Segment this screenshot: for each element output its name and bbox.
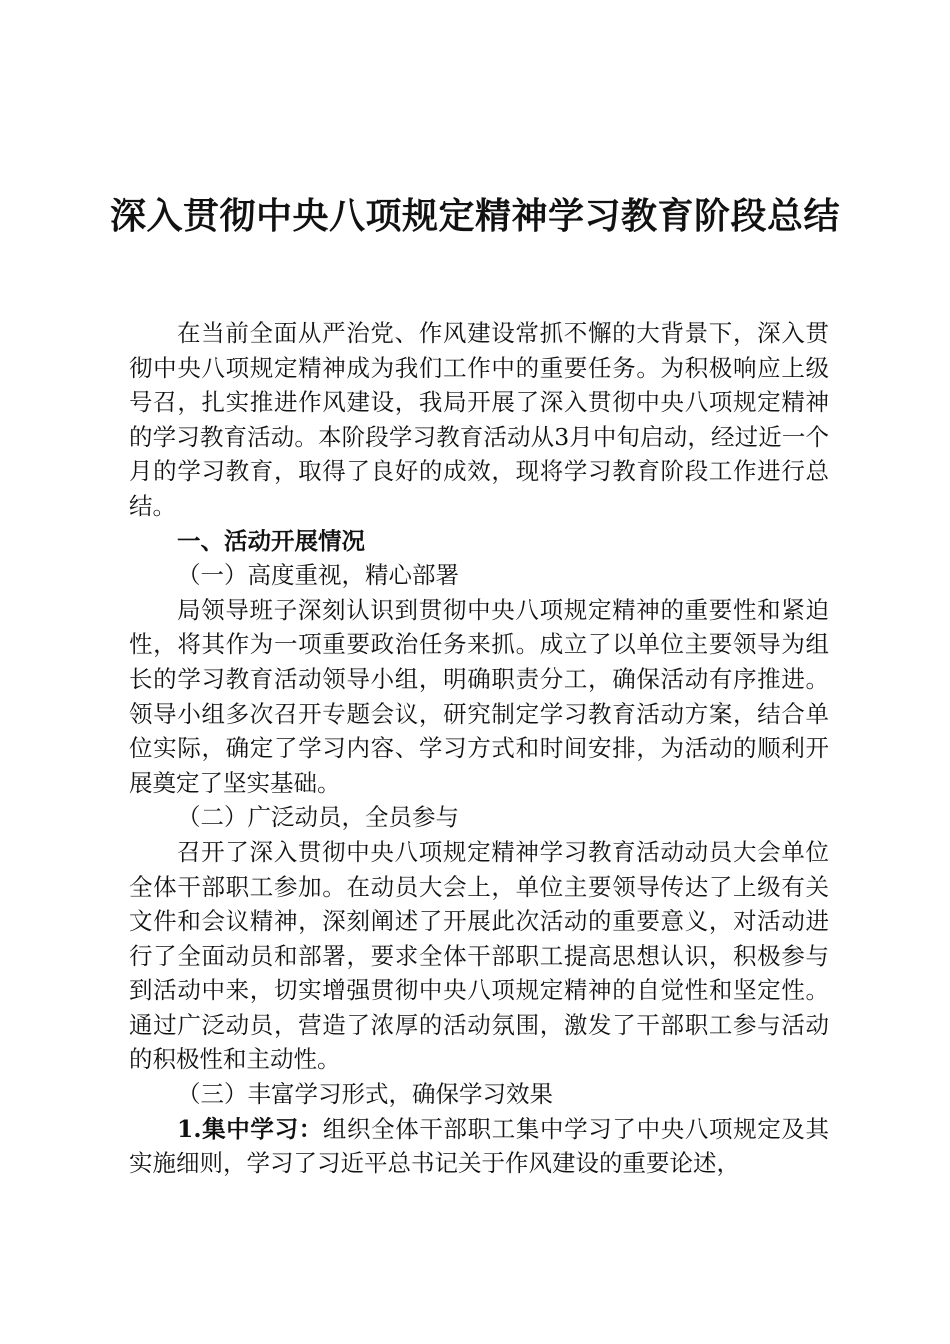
section-heading-1: 一、活动开展情况	[177, 526, 365, 555]
subsection-heading-2: （二）广泛动员，全员参与	[177, 803, 459, 832]
subsection-paragraph-2: 召开了深入贯彻中央八项规定精神学习教育活动动员大会单位全体干部职工参加。在动员大会上，单位主要领导传达了上级有关文件和会议精神，深刻阐述了开展此次活动的重要意义，对活动进行了全面动员和部署，要求全体干部职工提高思想认识，积极参与到活动中来，切实增强贯彻中央八项规定精神的自觉性和坚定性。通过广泛动员，营造了浓厚的活动氛围，激发了干部职工参与活动的积极性和主动性。	[129, 837, 829, 1074]
document-body	[129, 316, 829, 1181]
intro-paragraph: 在当前全面从严治党、作风建设常抓不懈的大背景下，深入贯彻中央八项规定精神成为我们工作中的重要任务。为积极响应上级号召，扎实推进作风建设，我局开展了深入贯彻中央八项规定精神的学习教育活动。本阶段学习教育活动从3月中旬启动，经过近一个月的学习教育，取得了良好的成效，现将学习教育阶段工作进行总结。	[129, 319, 829, 520]
item-label-1: 1.集中学习：	[177, 1114, 323, 1143]
subsection-paragraph-1: 局领导班子深刻认识到贯彻中央八项规定精神的重要性和紧迫性，将其作为一项重要政治任务来抓。成立了以单位主要领导为组长的学习教育活动领导小组，明确职责分工，确保活动有序推进。领导小组多次召开专题会议，研究制定学习教育活动方案，结合单位实际，确定了学习内容、学习方式和时间安排，为活动的顺利开展奠定了坚实基础。	[129, 595, 829, 797]
subsection-heading-3: （三）丰富学习形式，确保学习效果	[177, 1080, 553, 1109]
document-title: 深入贯彻中央八项规定精神学习教育阶段总结	[109, 195, 840, 237]
item-paragraph-1	[129, 1112, 829, 1181]
subsection-heading-1: （一）高度重视，精心部署	[177, 561, 459, 590]
item-text-1: 组织全体干部职工集中学习了中央八项规定及其实施细则，学习了习近平总书记关于作风建设的重要论述，	[129, 1114, 829, 1178]
